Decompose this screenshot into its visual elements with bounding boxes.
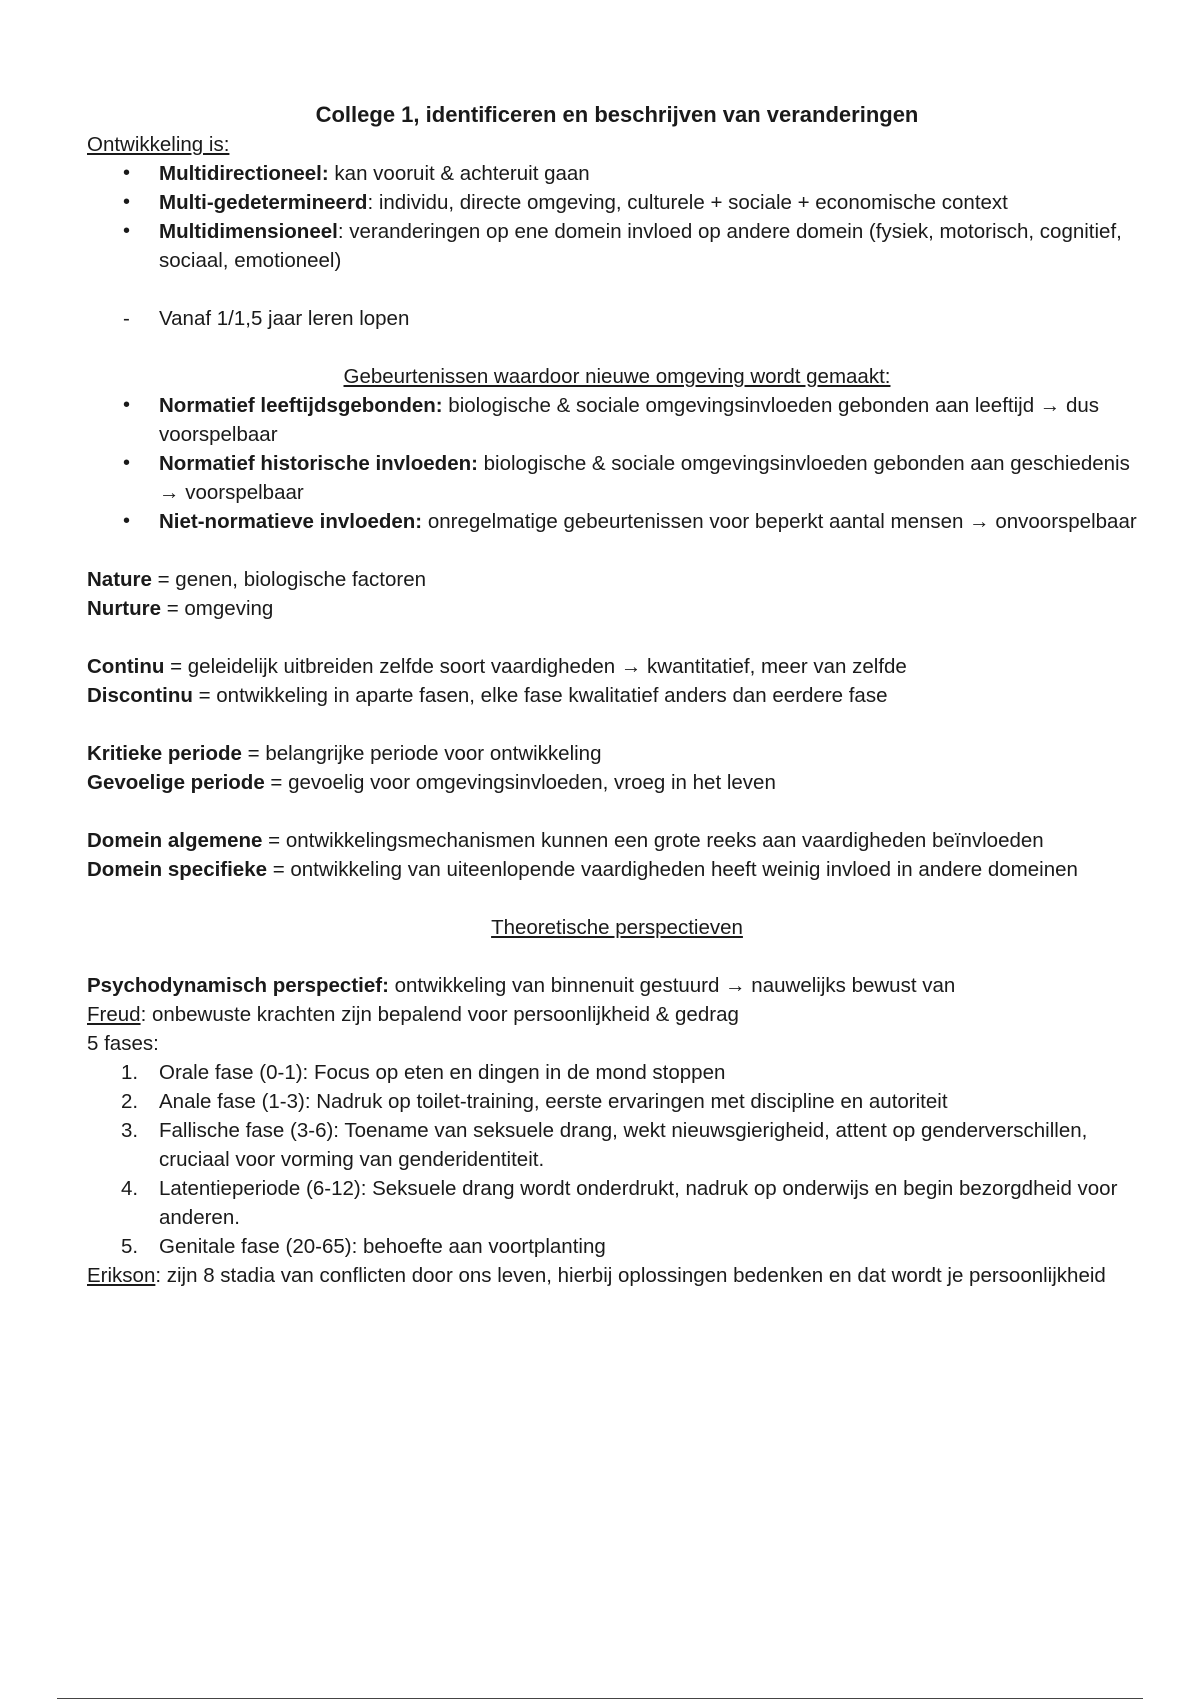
definition: biologische & sociale omgevingsinvloeden gebonden aan leeftijd → dus voorspelbaar <box>159 394 1100 446</box>
events-heading-text: Gebeurtenissen waardoor nieuwe omgeving wordt gemaakt: <box>343 365 891 388</box>
definition-line <box>87 594 1147 623</box>
phase-text: Fallische fase (3-6): Toename van seksuele drang, wekt nieuwsgierigheid, attent op genderverschillen, cruciaal voor vorming van genderidentiteit. <box>159 1119 1088 1171</box>
dash-text: Vanaf 1/1,5 jaar leren lopen <box>159 307 410 330</box>
list-number: 4. <box>121 1177 139 1200</box>
list-number: 1. <box>121 1061 139 1084</box>
term: Continu <box>87 655 165 678</box>
list-item <box>87 1116 1147 1174</box>
intro-heading <box>87 130 1147 159</box>
definition: = ontwikkeling in aparte fasen, elke fase kwalitatief anders dan eerdere fase <box>192 684 888 707</box>
erikson-line <box>87 1261 1147 1290</box>
spacer <box>87 710 1147 739</box>
list-item <box>87 1058 1147 1087</box>
term: Multidimensioneel <box>159 220 338 243</box>
list-item <box>87 1174 1147 1232</box>
bullet-icon: • <box>123 394 131 416</box>
term: Domein algemene <box>87 829 263 852</box>
erikson-text: : zijn 8 stadia van conflicten door ons leven, hierbij oplossingen bedenken en dat wordt je persoonlijkheid <box>155 1264 1106 1287</box>
term: Gevoelige periode <box>87 771 265 794</box>
definition: = ontwikkelingsmechanismen kunnen een grote reeks aan vaardigheden beïnvloeden <box>262 829 1044 852</box>
spacer <box>87 623 1147 652</box>
definition: = omgeving <box>161 597 274 620</box>
spacer <box>87 942 1147 971</box>
phases-list <box>87 1058 1147 1261</box>
list-number: 2. <box>121 1090 139 1113</box>
freud-name: Freud <box>87 1003 141 1026</box>
spacer <box>87 536 1147 565</box>
definition: biologische & sociale omgevingsinvloeden gebonden aan geschiedenis → voorspelbaar <box>159 452 1130 504</box>
term: Multidirectioneel: <box>159 162 329 185</box>
freud-line <box>87 1000 1147 1029</box>
definition: : veranderingen op ene domein invloed op andere domein (fysiek, motorisch, cognitief, sociaal, emotioneel) <box>159 220 1122 272</box>
term: Niet-normatieve invloeden: <box>159 510 423 533</box>
events-list <box>87 391 1147 536</box>
definition: : individu, directe omgeving, culturele + sociale + economische context <box>367 191 1008 214</box>
definition-line <box>87 826 1147 855</box>
definition: onregelmatige gebeurtenissen voor beperkt aantal mensen → onvoorspelbaar <box>422 510 1137 533</box>
definition: = geleidelijk uitbreiden zelfde soort vaardigheden → kwantitatief, meer van zelfde <box>164 655 907 678</box>
list-item <box>87 304 1147 333</box>
list-item <box>87 217 1147 275</box>
freud-text: : onbewuste krachten zijn bepalend voor persoonlijkheid & gedrag <box>140 1003 739 1026</box>
phases-label: 5 fases: <box>87 1032 159 1055</box>
list-item <box>87 507 1147 536</box>
definition-line <box>87 768 1147 797</box>
spacer <box>87 797 1147 826</box>
list-item <box>87 188 1147 217</box>
phase-text: Genitale fase (20-65): behoefte aan voortplanting <box>159 1235 606 1258</box>
events-heading <box>87 362 1147 391</box>
spacer <box>87 884 1147 913</box>
phase-text: Latentieperiode (6-12): Seksuele drang wordt onderdrukt, nadruk op onderwijs en begin bezorgdheid voor anderen. <box>159 1177 1118 1229</box>
phase-text: Anale fase (1-3): Nadruk op toilet-training, eerste ervaringen met discipline en autoriteit <box>159 1090 948 1113</box>
erikson-name: Erikson <box>87 1264 156 1287</box>
bullet-icon: • <box>123 220 131 242</box>
psychodynamic-line <box>87 971 1147 1000</box>
definition: = ontwikkeling van uiteenlopende vaardigheden heeft weinig invloed in andere domeinen <box>267 858 1078 881</box>
term: Normatief leeftijdsgebonden: <box>159 394 443 417</box>
definition-line <box>87 565 1147 594</box>
list-item <box>87 1232 1147 1261</box>
list-number: 3. <box>121 1119 139 1142</box>
definition: kan vooruit & achteruit gaan <box>328 162 590 185</box>
spacer <box>87 275 1147 304</box>
phase-text: Orale fase (0-1): Focus op eten en dingen in de mond stoppen <box>159 1061 726 1084</box>
list-item <box>87 1087 1147 1116</box>
definition-line <box>87 739 1147 768</box>
theory-heading-text: Theoretische perspectieven <box>491 916 743 939</box>
dash-icon: - <box>123 307 130 330</box>
definition: = genen, biologische factoren <box>151 568 427 591</box>
term: Psychodynamisch perspectief: <box>87 974 389 997</box>
bullet-icon: • <box>123 452 131 474</box>
definition-line <box>87 681 1147 710</box>
list-item <box>87 449 1147 507</box>
page-title: College 1, identificeren en beschrijven van veranderingen <box>315 102 919 127</box>
intro-list <box>87 159 1147 275</box>
spacer <box>87 333 1147 362</box>
definition: = belangrijke periode voor ontwikkeling <box>241 742 602 765</box>
term: Nurture <box>87 597 162 620</box>
term: Normatief historische invloeden: <box>159 452 478 475</box>
definition: = gevoelig voor omgevingsinvloeden, vroeg in het leven <box>264 771 776 794</box>
definition-line <box>87 652 1147 681</box>
definition-line <box>87 855 1147 884</box>
bottom-divider <box>57 1698 1143 1699</box>
term: Discontinu <box>87 684 193 707</box>
term: Kritieke periode <box>87 742 242 765</box>
term: Multi-gedetermineerd <box>159 191 368 214</box>
bullet-icon: • <box>123 191 131 213</box>
term: Domein specifieke <box>87 858 268 881</box>
intro-heading-text: Ontwikkeling is: <box>87 133 230 156</box>
list-item <box>87 391 1147 449</box>
term: Nature <box>87 568 152 591</box>
list-item <box>87 159 1147 188</box>
theory-heading <box>87 913 1147 942</box>
dash-list <box>87 304 1147 333</box>
list-number: 5. <box>121 1235 139 1258</box>
bullet-icon: • <box>123 510 131 532</box>
document-page <box>87 100 1147 1290</box>
definition: ontwikkeling van binnenuit gestuurd → nauwelijks bewust van <box>388 974 956 997</box>
bullet-icon: • <box>123 162 131 184</box>
